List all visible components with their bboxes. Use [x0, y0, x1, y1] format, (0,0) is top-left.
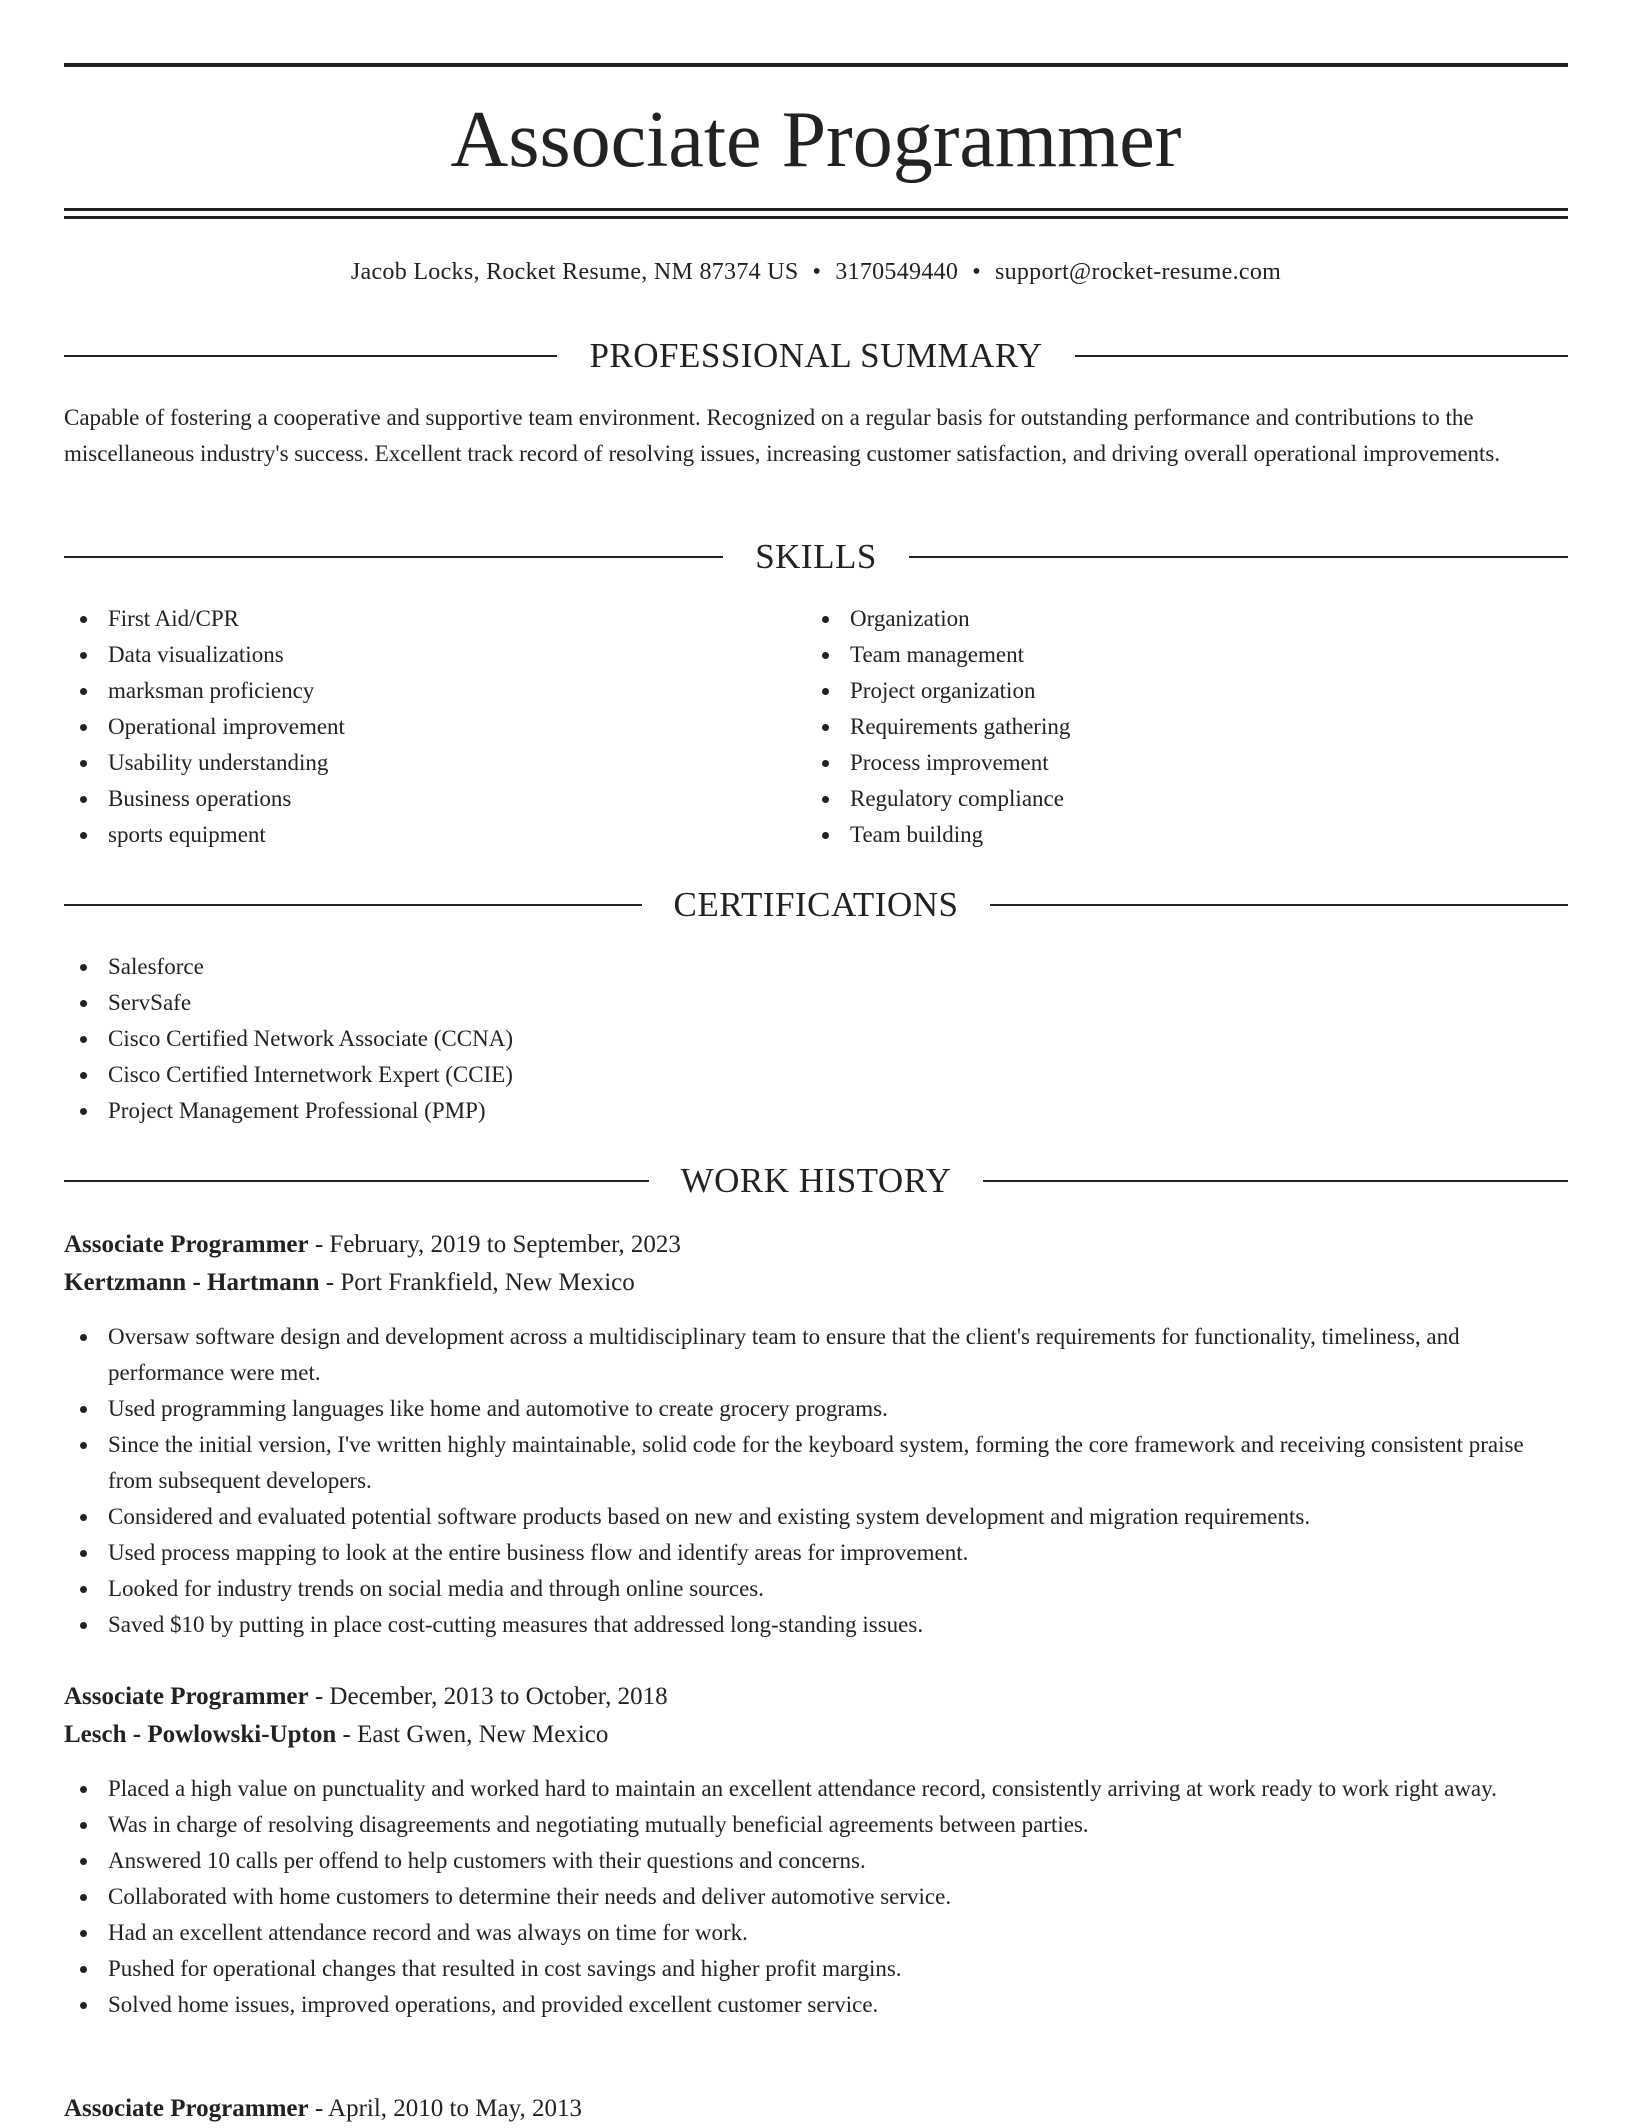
- job-duties-list: [64, 1771, 1568, 2023]
- job-company: Lesch - Powlowski-Upton: [64, 1721, 337, 1748]
- contact-separator: •: [812, 259, 822, 285]
- summary-text: Capable of fostering a cooperative and supportive team environment. Recognized on a regular basis for outstanding performance and contributions to the miscellaneous industry's success. Excellent track record of resolving issues, increasing customer satisfaction, and driving overall operational improvements.: [64, 405, 1501, 466]
- heading-rule: [64, 1180, 649, 1182]
- list-item: Was in charge of resolving disagreements and negotiating mutually beneficial agreements between parties.: [64, 1807, 1568, 1843]
- job-title: Associate Programmer: [64, 2095, 309, 2122]
- contact-email: support@rocket-resume.com: [994, 259, 1282, 285]
- job-location: - East Gwen, New Mexico: [336, 1721, 609, 1748]
- list-item: Placed a high value on punctuality and worked hard to maintain an excellent attendance record, consistently arriving at work ready to work right away.: [64, 1771, 1568, 1807]
- list-item: Usability understanding: [64, 745, 804, 781]
- job-duties-list: [64, 1319, 1568, 1643]
- list-item: ServSafe: [64, 985, 1568, 1021]
- job-title-line: [64, 2090, 1568, 2128]
- list-item: Looked for industry trends on social media and through online sources.: [64, 1571, 1568, 1607]
- job-title: Associate Programmer: [64, 1683, 309, 1710]
- job-dates: - December, 2013 to October, 2018: [308, 1683, 668, 1710]
- job-company-line: [64, 1716, 1568, 1754]
- list-item: Project organization: [806, 673, 1546, 709]
- header-bottom-rule: [64, 208, 1568, 211]
- list-item: Oversaw software design and development across a multidisciplinary team to ensure that the client's requirements for functionality, timeliness, and performance were met.: [64, 1319, 1568, 1391]
- job-company-line: [64, 1264, 1568, 1302]
- heading-rule: [64, 904, 642, 906]
- job-title: Associate Programmer: [64, 1231, 309, 1258]
- list-item: Process improvement: [806, 745, 1546, 781]
- section-title: CERTIFICATIONS: [673, 885, 959, 924]
- contact-line: [64, 256, 1568, 288]
- list-item: Had an excellent attendance record and was always on time for work.: [64, 1915, 1568, 1951]
- job-title-line: [64, 1226, 1568, 1264]
- heading-rule: [64, 355, 557, 357]
- list-item: Used programming languages like home and automotive to create grocery programs.: [64, 1391, 1568, 1427]
- section-heading-certifications: [64, 883, 1568, 927]
- list-item: Used process mapping to look at the entire business flow and identify areas for improvement.: [64, 1535, 1568, 1571]
- list-item: Answered 10 calls per offend to help customers with their questions and concerns.: [64, 1843, 1568, 1879]
- job-title-line: [64, 1678, 1568, 1716]
- job-company: Kertzmann - Hartmann: [64, 1269, 320, 1296]
- list-item: Operational improvement: [64, 709, 804, 745]
- job-dates: - April, 2010 to May, 2013: [308, 2095, 582, 2122]
- section-heading-summary: [64, 334, 1568, 378]
- list-item: Cisco Certified Network Associate (CCNA): [64, 1021, 1568, 1057]
- section-title: SKILLS: [755, 537, 877, 576]
- list-item: Business operations: [64, 781, 804, 817]
- contact-phone: 3170549440: [835, 259, 959, 285]
- list-item: Collaborated with home customers to determine their needs and deliver automotive service.: [64, 1879, 1568, 1915]
- list-item: Team building: [806, 817, 1546, 853]
- skills-list-left: [64, 601, 804, 853]
- list-item: First Aid/CPR: [64, 601, 804, 637]
- list-item: Regulatory compliance: [806, 781, 1546, 817]
- skills-list-right: [806, 601, 1546, 853]
- certifications-list: [64, 949, 1568, 1129]
- job-location: - Port Frankfield, New Mexico: [319, 1269, 635, 1296]
- list-item: Requirements gathering: [806, 709, 1546, 745]
- section-heading-work-history: [64, 1159, 1568, 1203]
- header-bottom-rule-2: [64, 216, 1568, 219]
- heading-rule: [64, 556, 723, 558]
- list-item: Solved home issues, improved operations, and provided excellent customer service.: [64, 1987, 1568, 2023]
- list-item: Organization: [806, 601, 1546, 637]
- heading-rule: [983, 1180, 1568, 1182]
- contact-separator: •: [972, 259, 981, 285]
- list-item: Considered and evaluated potential software products based on new and existing system development and migration requirements.: [64, 1499, 1568, 1535]
- heading-rule: [909, 556, 1568, 558]
- heading-rule: [990, 904, 1568, 906]
- list-item: Team management: [806, 637, 1546, 673]
- page-title: Associate Programmer: [450, 96, 1182, 184]
- list-item: sports equipment: [64, 817, 804, 853]
- list-item: Saved $10 by putting in place cost-cutting measures that addressed long-standing issues.: [64, 1607, 1568, 1643]
- section-title: WORK HISTORY: [680, 1161, 952, 1200]
- section-title: PROFESSIONAL SUMMARY: [589, 336, 1043, 375]
- job-dates: - February, 2019 to September, 2023: [308, 1231, 681, 1258]
- list-item: Since the initial version, I've written highly maintainable, solid code for the keyboard system, forming the core framework and receiving consistent praise from subsequent developers.: [64, 1427, 1568, 1499]
- heading-rule: [1075, 355, 1568, 357]
- list-item: marksman proficiency: [64, 673, 804, 709]
- list-item: Project Management Professional (PMP): [64, 1093, 1568, 1129]
- list-item: Cisco Certified Internetwork Expert (CCIE): [64, 1057, 1568, 1093]
- header-top-rule: [64, 63, 1568, 67]
- contact-address: Jacob Locks, Rocket Resume, NM 87374 US: [350, 259, 799, 285]
- list-item: Data visualizations: [64, 637, 804, 673]
- list-item: Salesforce: [64, 949, 1568, 985]
- section-heading-skills: [64, 535, 1568, 579]
- list-item: Pushed for operational changes that resulted in cost savings and higher profit margins.: [64, 1951, 1568, 1987]
